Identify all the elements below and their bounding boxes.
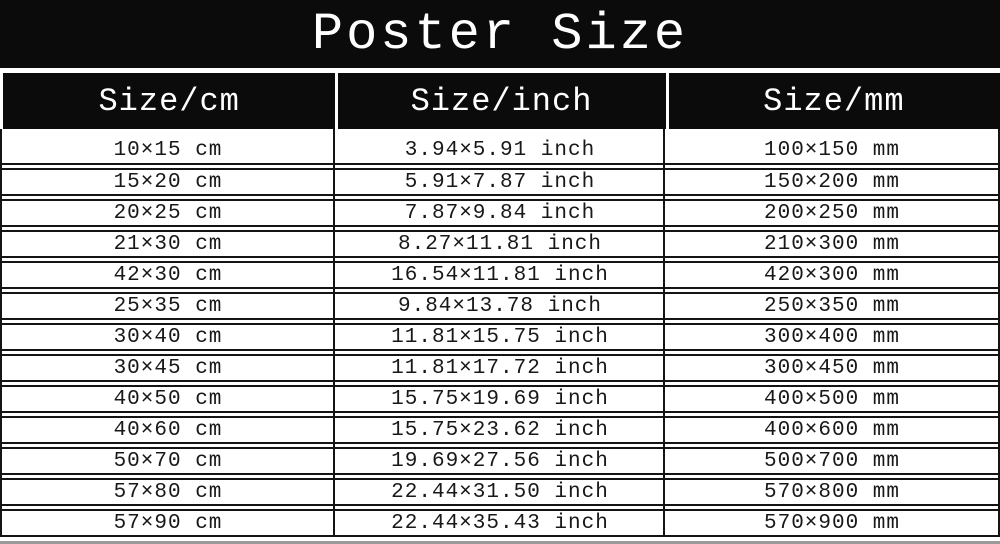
cell-cm: 20×25 cm — [113, 201, 223, 225]
cell-mm: 570×900 mm — [763, 511, 901, 535]
cell-cm: 40×50 cm — [113, 387, 223, 411]
cell-cm: 10×15 cm — [113, 138, 223, 162]
table-row — [2, 416, 998, 444]
cell-mm: 210×300 mm — [763, 232, 901, 256]
cell-mm: 300×450 mm — [763, 356, 901, 380]
cell-inch: 3.94×5.91 inch — [404, 138, 596, 162]
cell-inch: 15.75×23.62 inch — [391, 418, 609, 442]
table-row — [2, 137, 998, 165]
cell-cm: 21×30 cm — [113, 232, 223, 256]
cell-inch: 22.44×31.50 inch — [391, 480, 609, 504]
cell-inch: 19.69×27.56 inch — [391, 449, 609, 473]
cell-mm: 420×300 mm — [763, 263, 901, 287]
cell-cm: 57×90 cm — [113, 511, 223, 535]
cell-inch: 9.84×13.78 inch — [397, 294, 603, 318]
table-row — [2, 199, 998, 227]
cell-mm: 400×600 mm — [763, 418, 901, 442]
cell-inch: 5.91×7.87 inch — [404, 170, 596, 194]
header-cell-cm: Size/cm — [98, 82, 240, 120]
cell-mm: 200×250 mm — [763, 201, 901, 225]
cell-cm: 50×70 cm — [113, 449, 223, 473]
body-column-divider — [663, 129, 665, 537]
header-column-divider — [335, 73, 338, 129]
table-row — [2, 168, 998, 196]
cell-mm: 400×500 mm — [763, 387, 901, 411]
cell-cm: 42×30 cm — [113, 263, 223, 287]
cell-inch: 11.81×17.72 inch — [391, 356, 609, 380]
table-row — [2, 385, 998, 413]
table-body — [0, 129, 1000, 537]
table-header-row — [0, 73, 1000, 129]
cell-mm: 570×800 mm — [763, 480, 901, 504]
table-row — [2, 478, 998, 506]
table-row — [2, 292, 998, 320]
cell-inch: 16.54×11.81 inch — [391, 263, 609, 287]
cell-cm: 57×80 cm — [113, 480, 223, 504]
table-row — [2, 261, 998, 289]
cell-cm: 15×20 cm — [113, 170, 223, 194]
cell-inch: 11.81×15.75 inch — [391, 325, 609, 349]
title-banner — [0, 0, 1000, 68]
cell-mm: 250×350 mm — [763, 294, 901, 318]
cell-cm: 30×45 cm — [113, 356, 223, 380]
table-row — [2, 323, 998, 351]
header-cell-mm: Size/mm — [763, 82, 905, 120]
table-row — [2, 447, 998, 475]
cell-mm: 300×400 mm — [763, 325, 901, 349]
page-title: Poster Size — [311, 4, 689, 64]
cell-inch: 22.44×35.43 inch — [391, 511, 609, 535]
cell-mm: 500×700 mm — [763, 449, 901, 473]
table-row — [2, 354, 998, 382]
cell-inch: 15.75×19.69 inch — [391, 387, 609, 411]
cell-mm: 100×150 mm — [763, 138, 901, 162]
cell-cm: 30×40 cm — [113, 325, 223, 349]
table-row — [2, 230, 998, 258]
body-column-divider — [333, 129, 335, 537]
header-column-divider — [666, 73, 669, 129]
table-row — [2, 509, 998, 537]
cell-cm: 25×35 cm — [113, 294, 223, 318]
cell-inch: 7.87×9.84 inch — [404, 201, 596, 225]
header-cell-inch: Size/inch — [410, 82, 593, 120]
cell-cm: 40×60 cm — [113, 418, 223, 442]
cell-inch: 8.27×11.81 inch — [397, 232, 603, 256]
cell-mm: 150×200 mm — [763, 170, 901, 194]
